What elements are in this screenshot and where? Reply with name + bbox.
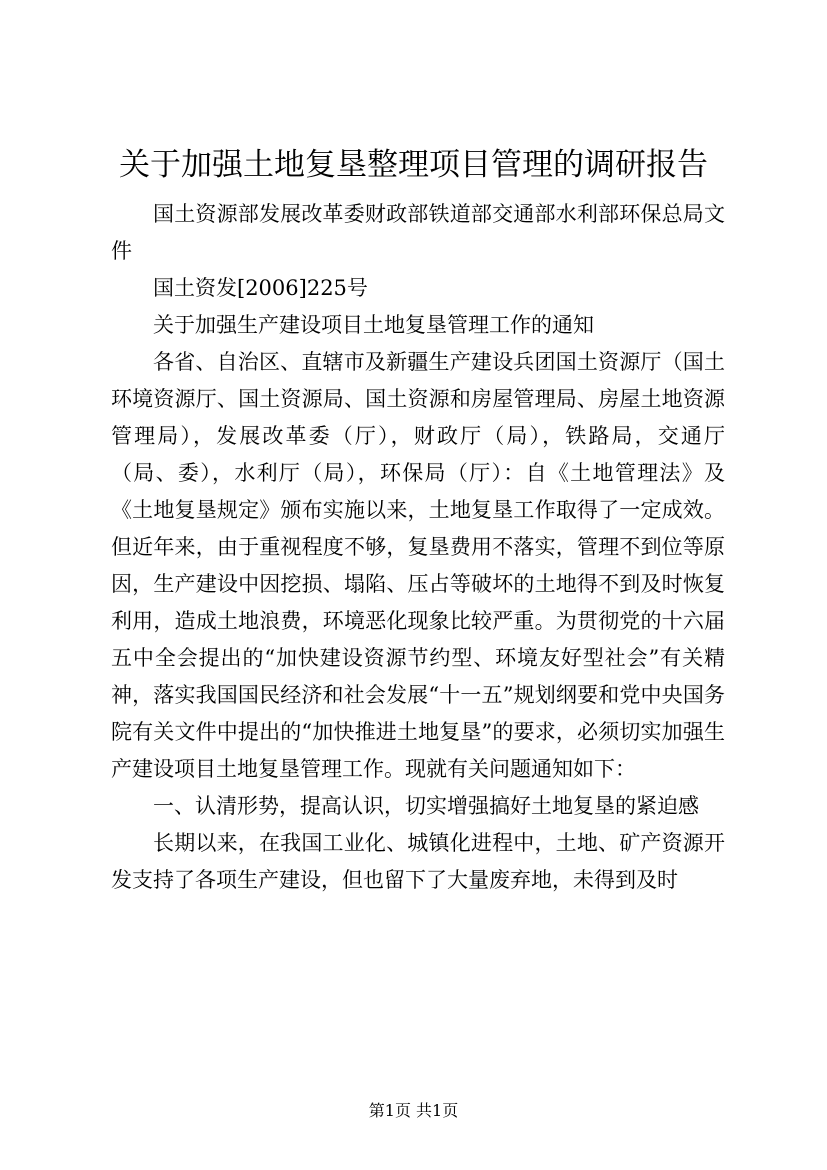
page-footer: 第1页 共1页 <box>368 1101 459 1120</box>
document-title: 关于加强土地复垦整理项目管理的调研报告 <box>119 147 708 183</box>
paragraph-recipients: 各省、自治区、直辖市及新疆生产建设兵团国土资源厅（国土环境资源厅、国土资源局、国土资源和房屋管理局、房屋土地资源管理局），发展改革委（厅），财政厅（局），铁路局，交通厅（局、委），水利厅（局），环保局（厅）：自《土地管理法》及《土地复垦规定》颁布实施以来，土地复垦工作取得了一定成效。但近年来，由于重视程度不够，复垦费用不落实，管理不到位等原因，生产建设中因挖损、塌陷、压占等破坏的土地得不到及时恢复利用，造成土地浪费，环境恶化现象比较严重。为贯彻党的十六届五中全会提出的“加快建设资源节约型、环境友好型社会”有关精神，落实我国国民经济和社会发展“十一五”规划纲要和党中央国务院有关文件中提出的“加快推进土地复垦”的要求，必须切实加强生产建设项目土地复垦管理工作。现就有关问题通知如下： <box>111 350 725 781</box>
document-body <box>111 196 725 899</box>
paragraph-section-heading: 一、认清形势，提高认识，切实增强搞好土地复垦的紧迫感 <box>153 794 699 818</box>
paragraph-body-text: 长期以来，在我国工业化、城镇化进程中，土地、矿产资源开发支持了各项生产建设，但也留下了大量废弃地，未得到及时 <box>111 831 725 892</box>
paragraph-document-number: 国土资发[2006]225号 <box>153 276 368 300</box>
paragraph-issuers: 国土资源部发展改革委财政部铁道部交通部水利部环保总局文件 <box>111 202 725 263</box>
paragraph-notice-title: 关于加强生产建设项目土地复垦管理工作的通知 <box>153 313 594 337</box>
